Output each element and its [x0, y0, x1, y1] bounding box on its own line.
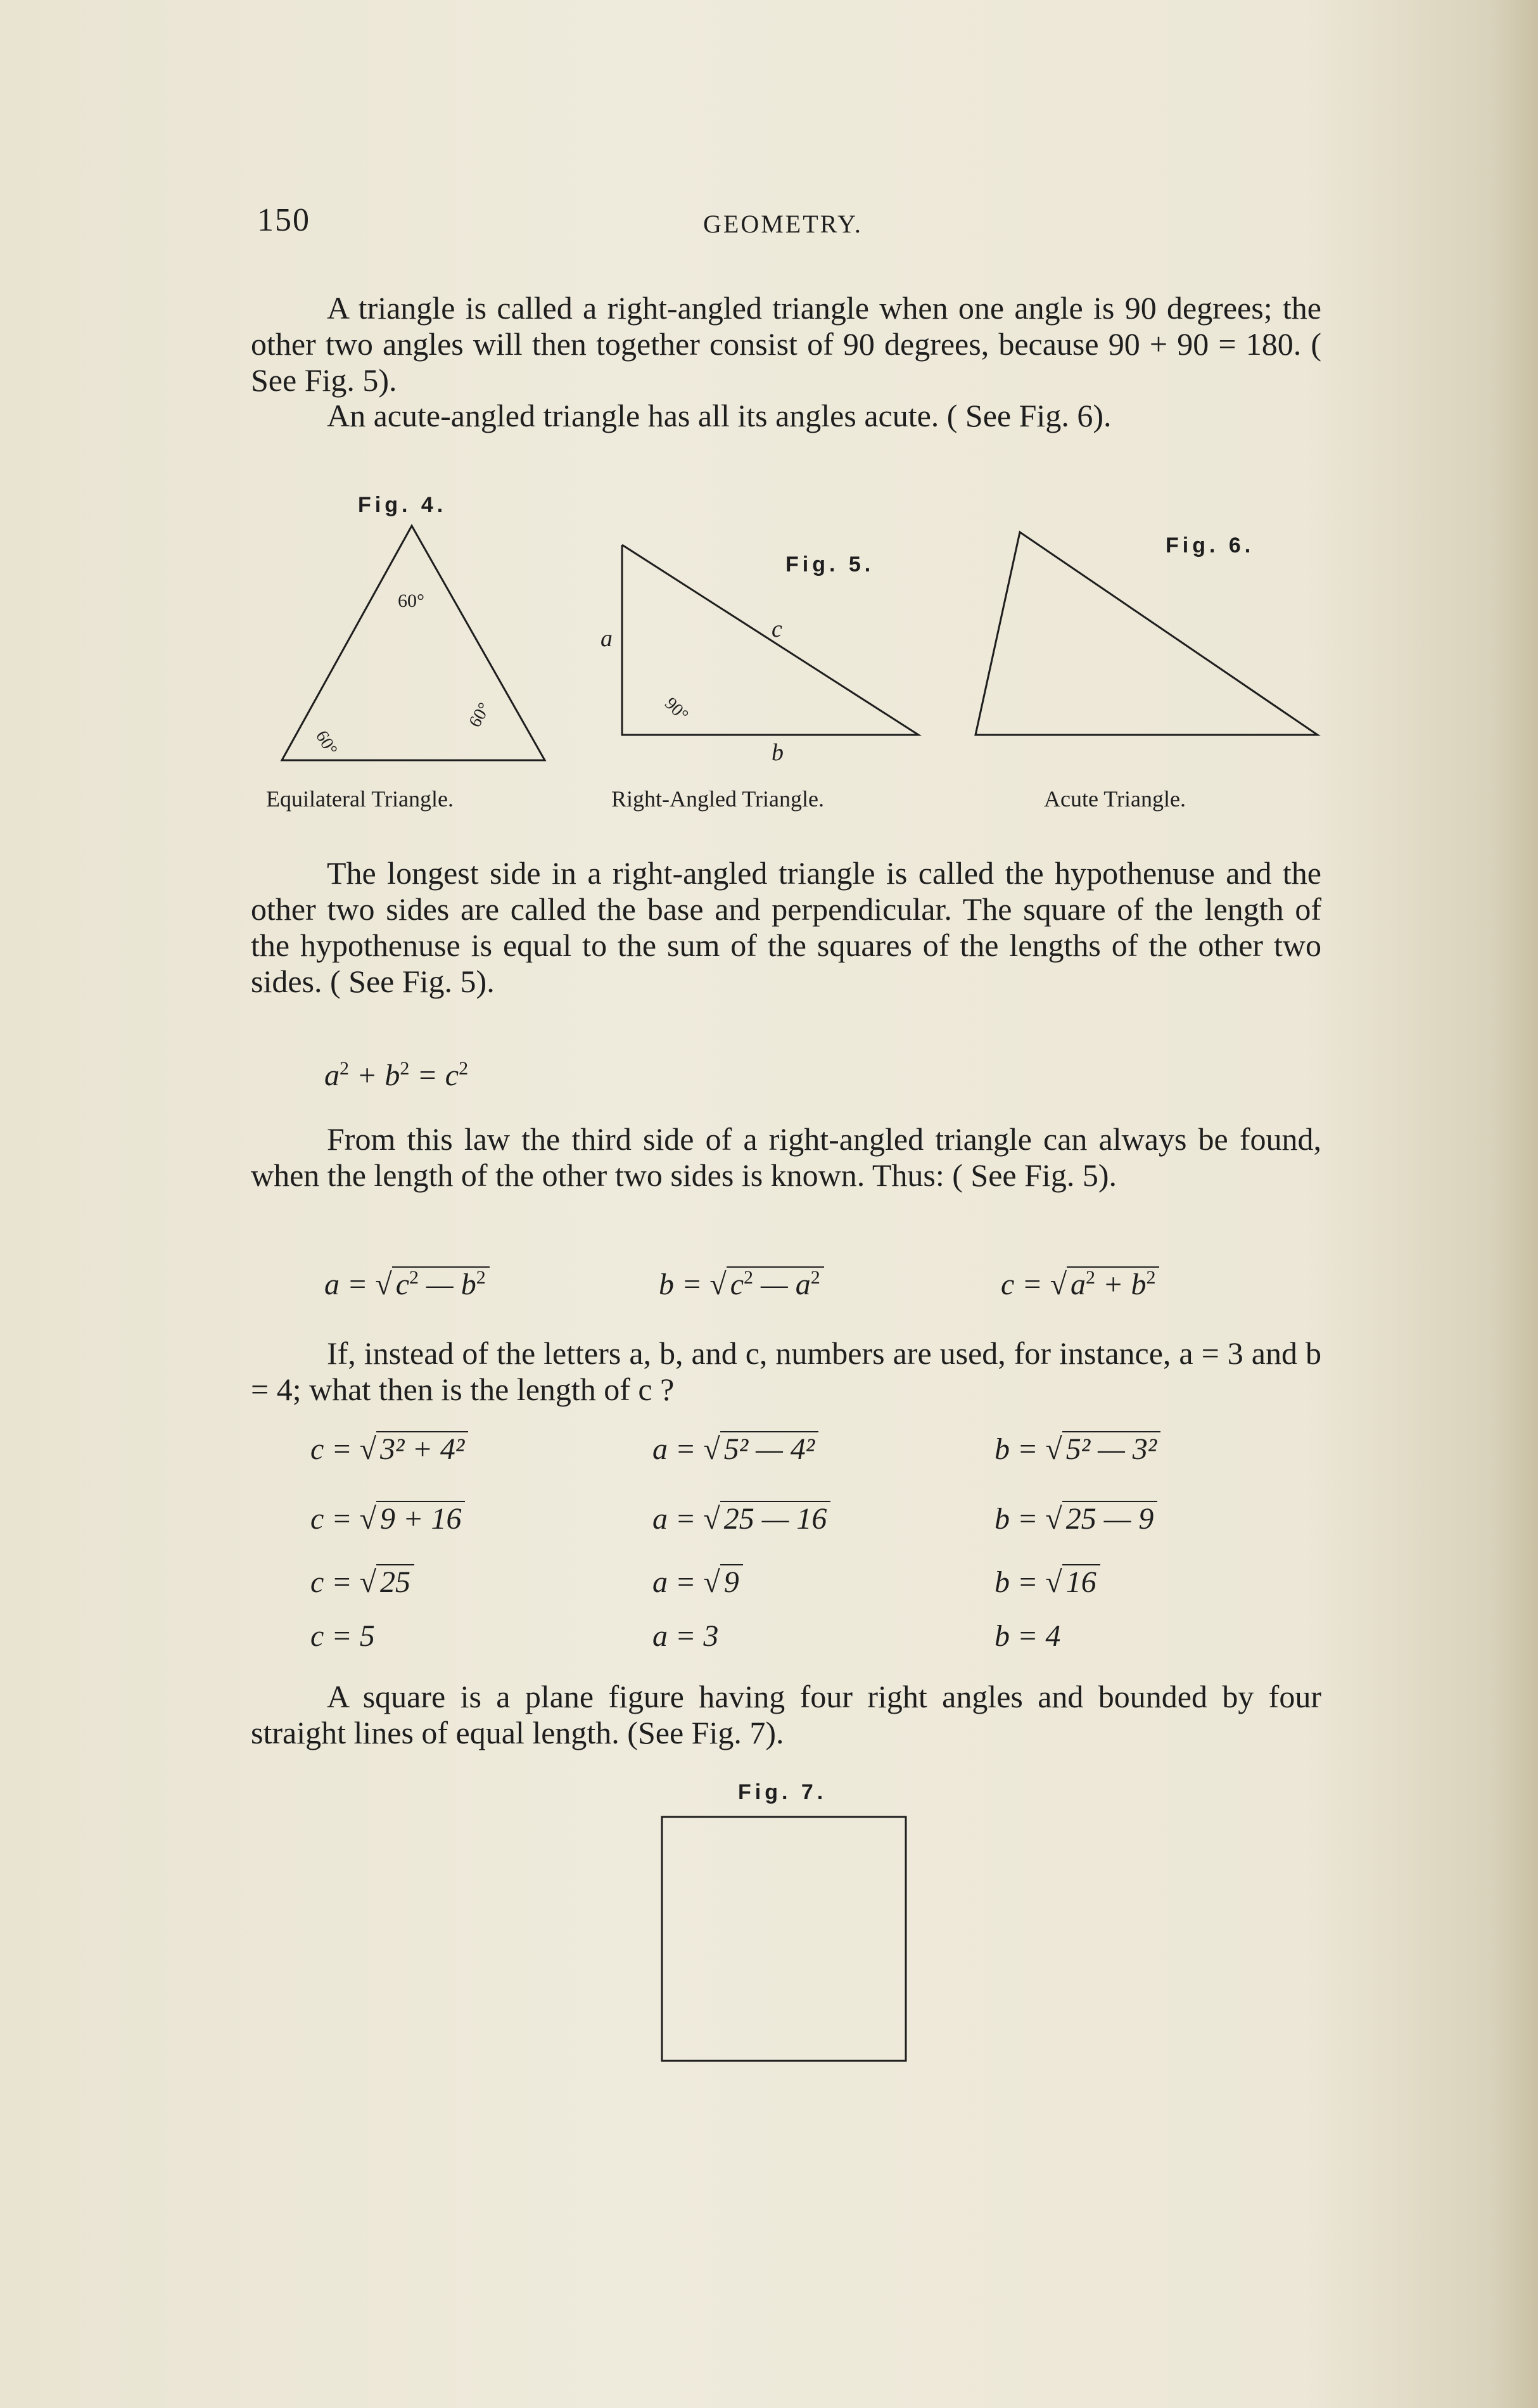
formula-c: c = √ $a^2 + b^2$: [1001, 1267, 1159, 1302]
fig5-angle: 90°: [661, 694, 692, 725]
worked-b-1: b = √ 5² — 3²: [995, 1432, 1160, 1467]
paragraph-text: From this law the third side of a right-angled triangle can always be found, when the length of the other two sides is known. Thus: ( See Fig. 5).: [251, 1121, 1321, 1193]
fig5-caption: Right-Angled Triangle.: [611, 786, 825, 812]
worked-b-4: b = 4: [995, 1619, 1061, 1653]
fig5-side-a: a: [601, 625, 613, 652]
worked-a-3: a = √ 9: [652, 1565, 743, 1600]
formula-a: a = √ $c^2$ — $b^2$: [324, 1267, 490, 1302]
paragraph-third-side: [251, 1121, 1321, 1194]
paragraph-text: An acute-angled triangle has all its angles acute. ( See Fig. 6).: [327, 398, 1112, 433]
worked-c-1: c = √ 3² + 4²: [310, 1432, 468, 1467]
fig4-caption: Equilateral Triangle.: [266, 786, 454, 812]
paragraph-text: If, instead of the letters a, b, and c, numbers are used, for instance, a = 3 and b = 4; what then is the length of c ?: [251, 1335, 1321, 1407]
paragraph-text: A triangle is called a right-angled triangle when one angle is 90 degrees; the other two angles will then together consist of 90 degrees, because 90 + 90 = 180. ( See Fig. 5).: [251, 290, 1321, 398]
worked-c-3: c = √ 25: [310, 1565, 414, 1600]
paragraph-hypothenuse: [251, 855, 1321, 1000]
fig6-caption: Acute Triangle.: [1044, 786, 1186, 812]
fig4-label: Fig. 4.: [358, 493, 447, 517]
fig6-acute-triangle: [963, 519, 1330, 748]
fig6-label: Fig. 6.: [1166, 533, 1255, 557]
fig4-angle-right: 60°: [465, 699, 495, 731]
fig4-angle-top: 60°: [398, 590, 424, 611]
worked-b-3: b = √ 16: [995, 1565, 1100, 1600]
worked-a-1: a = √ 5² — 4²: [652, 1432, 818, 1467]
paragraph-square: [251, 1679, 1321, 1751]
paragraph-text: The longest side in a right-angled triangle is called the hypothenuse and the other two sides are called the base and perpendicular. The square of the length of the hypothenuse is equal to the sum of the squares of the lengths of the other two sides. ( See Fig. 5).: [251, 855, 1321, 999]
worked-c-4: c = 5: [310, 1619, 375, 1653]
fig5-side-b: b: [772, 739, 784, 766]
paragraph-right-triangle: [251, 290, 1321, 398]
fig4-equilateral-triangle: [260, 519, 551, 767]
worked-a-2: a = √ 25 — 16: [652, 1501, 830, 1536]
paragraph-acute-triangle: [251, 398, 1321, 434]
paragraph-text: A square is a plane figure having four right angles and bounded by four straight lines of equal length. (See Fig. 7).: [251, 1679, 1321, 1750]
worked-a-4: a = 3: [652, 1619, 719, 1653]
formula-b: b = √ $c^2$ — $a^2$: [659, 1267, 824, 1302]
worked-c-2: c = √ 9 + 16: [310, 1501, 465, 1536]
fig5-side-c: c: [772, 616, 782, 642]
worked-b-2: b = √ 25 — 9: [995, 1501, 1157, 1536]
fig4-angle-left: 60°: [311, 727, 341, 759]
fig5-label: Fig. 5.: [785, 552, 875, 577]
fig7-label: Fig. 7.: [738, 1780, 827, 1804]
running-title: GEOMETRY.: [703, 210, 863, 238]
pythagoras-formula: $a^2 + b^2 = c^2$: [324, 1058, 469, 1092]
paragraph-numbers: [251, 1335, 1321, 1408]
fig5-right-triangle: [589, 538, 931, 779]
fig7-square: [659, 1812, 912, 2065]
page-number: 150: [257, 202, 310, 238]
